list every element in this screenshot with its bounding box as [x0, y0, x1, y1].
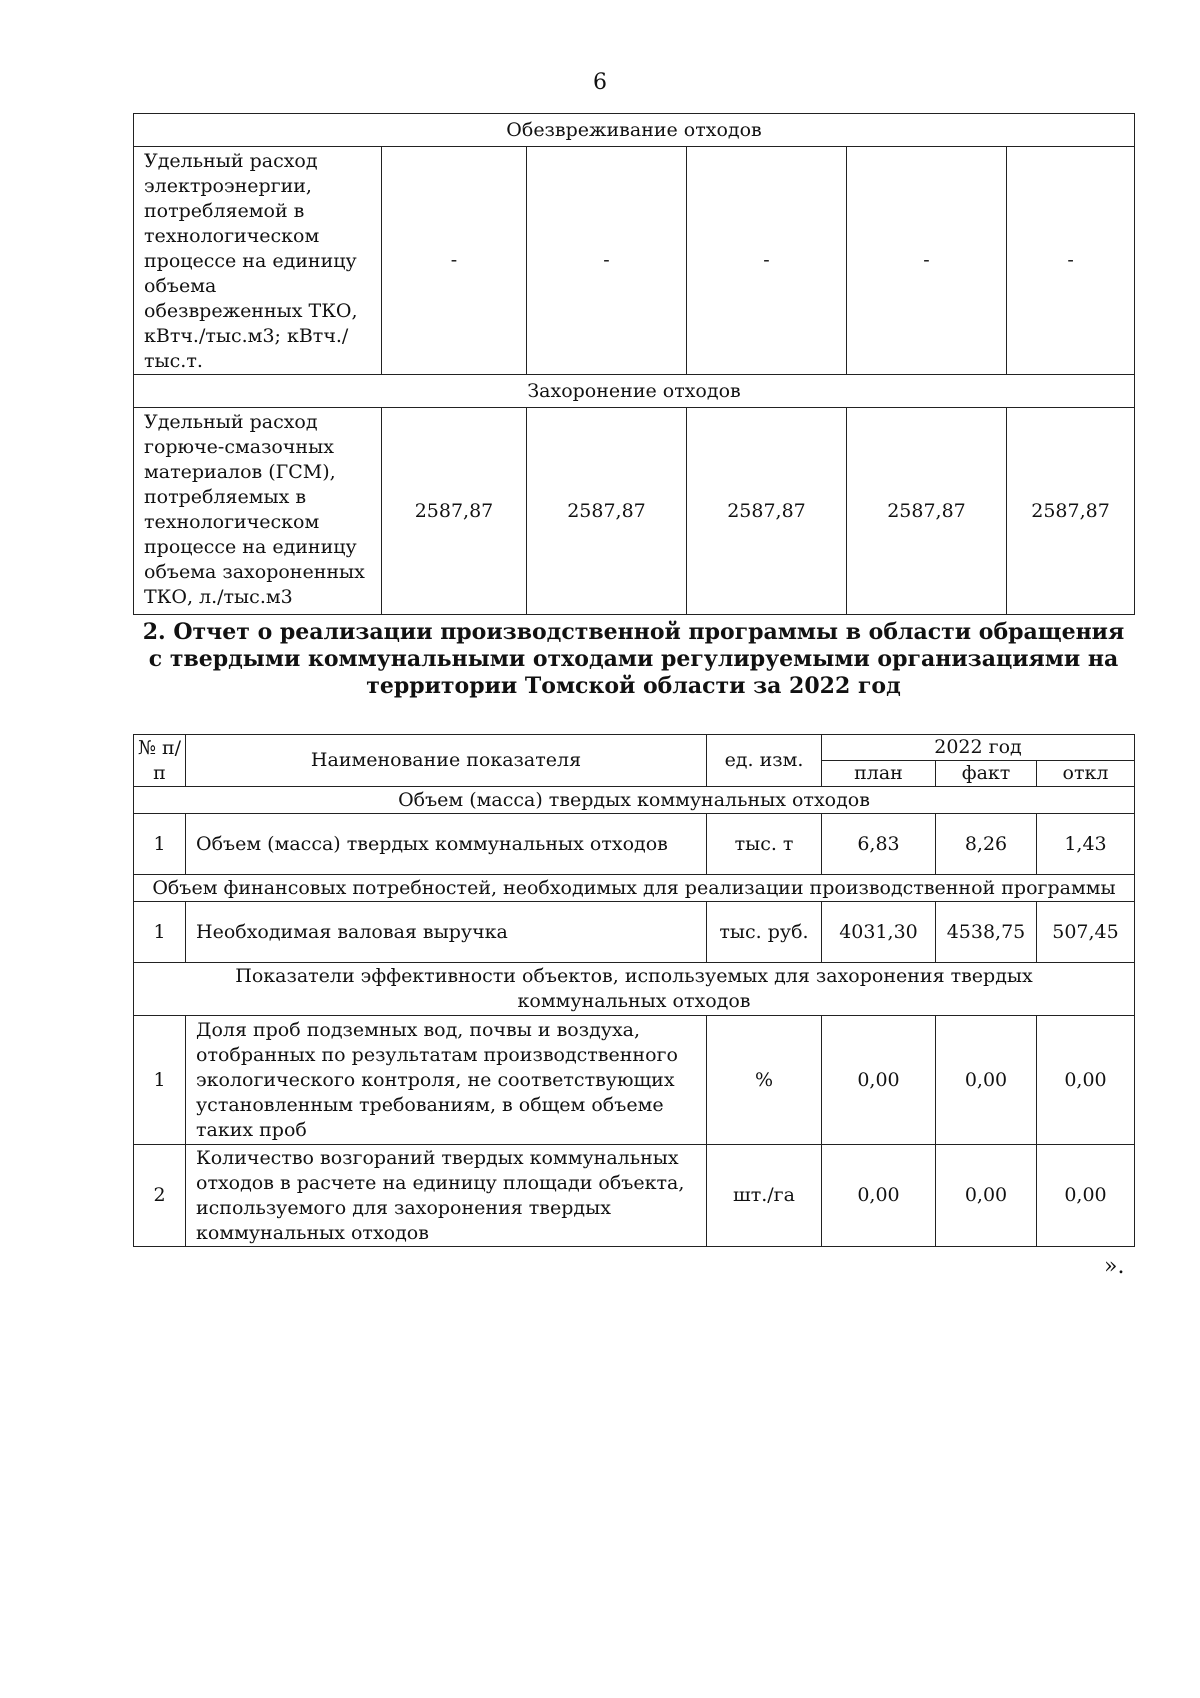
row-name: Объем (масса) твердых коммунальных отходов	[186, 814, 707, 875]
table-row	[134, 902, 1135, 963]
indicator-label: Удельный расход электроэнергии, потребляемой в технологическом процессе на единицу объема обезвреженных ТКО, кВтч./тыс.м3; кВтч./тыс.т.	[134, 147, 382, 375]
row-unit: шт./га	[707, 1145, 822, 1247]
table-row	[134, 1016, 1135, 1145]
indicator-value: 2587,87	[1007, 408, 1135, 615]
row-plan: 0,00	[822, 1016, 936, 1145]
row-unit: %	[707, 1016, 822, 1145]
row-num: 1	[134, 1016, 186, 1145]
section-row	[134, 375, 1135, 408]
row-unit: тыс. руб.	[707, 902, 822, 963]
report-title: 2. Отчет о реализации производственной программы в области обращения с твердыми коммунальными отходами регулируемыми организациями на территории Томской области за 2022 год	[142, 619, 1125, 699]
row-num: 1	[134, 902, 186, 963]
row-num: 1	[134, 814, 186, 875]
indicator-value: -	[382, 147, 527, 375]
header-plan: план	[822, 761, 936, 787]
page-number: 6	[593, 70, 607, 95]
row-dev: 1,43	[1037, 814, 1135, 875]
indicator-value: -	[527, 147, 687, 375]
indicator-value: 2587,87	[687, 408, 847, 615]
section-row	[134, 114, 1135, 147]
row-dev: 507,45	[1037, 902, 1135, 963]
table-row	[134, 1145, 1135, 1247]
header-dev: откл	[1037, 761, 1135, 787]
header-fact: факт	[936, 761, 1037, 787]
indicator-value: 2587,87	[847, 408, 1007, 615]
row-fact: 0,00	[936, 1145, 1037, 1247]
row-plan: 4031,30	[822, 902, 936, 963]
row-unit: тыс. т	[707, 814, 822, 875]
indicator-value: 2587,87	[527, 408, 687, 615]
header-num: № п/п	[134, 735, 186, 787]
header-year: 2022 год	[822, 735, 1135, 761]
row-dev: 0,00	[1037, 1145, 1135, 1247]
indicator-value: -	[847, 147, 1007, 375]
section-title: Захоронение отходов	[134, 375, 1135, 408]
row-dev: 0,00	[1037, 1016, 1135, 1145]
section-title: Показатели эффективности объектов, используемых для захоронения твердых коммунальных отходов	[134, 963, 1135, 1016]
row-name: Количество возгораний твердых коммунальных отходов в расчете на единицу площади объекта, используемого для захоронения твердых коммунальных отходов	[186, 1145, 707, 1247]
indicator-value: -	[1007, 147, 1135, 375]
indicator-label: Удельный расход горюче-смазочных материалов (ГСМ), потребляемых в технологическом процессе на единицу объема захороненных ТКО, л./тыс.м3	[134, 408, 382, 615]
indicator-value: -	[687, 147, 847, 375]
row-num: 2	[134, 1145, 186, 1247]
table-row	[134, 408, 1135, 615]
closing-mark: ».	[1104, 1254, 1125, 1279]
row-name: Необходимая валовая выручка	[186, 902, 707, 963]
table-row	[134, 147, 1135, 375]
indicator-value: 2587,87	[382, 408, 527, 615]
row-name: Доля проб подземных вод, почвы и воздуха, отобранных по результатам производственного экологического контроля, не соответствующих установленным требованиям, в общем объеме таких проб	[186, 1016, 707, 1145]
table-row	[134, 814, 1135, 875]
report-table	[133, 734, 1135, 1247]
row-plan: 0,00	[822, 1145, 936, 1247]
row-fact: 8,26	[936, 814, 1037, 875]
header-unit: ед. изм.	[707, 735, 822, 787]
indicators-table	[133, 113, 1135, 615]
row-fact: 4538,75	[936, 902, 1037, 963]
section-title: Обезвреживание отходов	[134, 114, 1135, 147]
section-title: Объем финансовых потребностей, необходимых для реализации производственной программы	[134, 875, 1135, 902]
row-fact: 0,00	[936, 1016, 1037, 1145]
row-plan: 6,83	[822, 814, 936, 875]
header-name: Наименование показателя	[186, 735, 707, 787]
section-title: Объем (масса) твердых коммунальных отходов	[134, 787, 1135, 814]
